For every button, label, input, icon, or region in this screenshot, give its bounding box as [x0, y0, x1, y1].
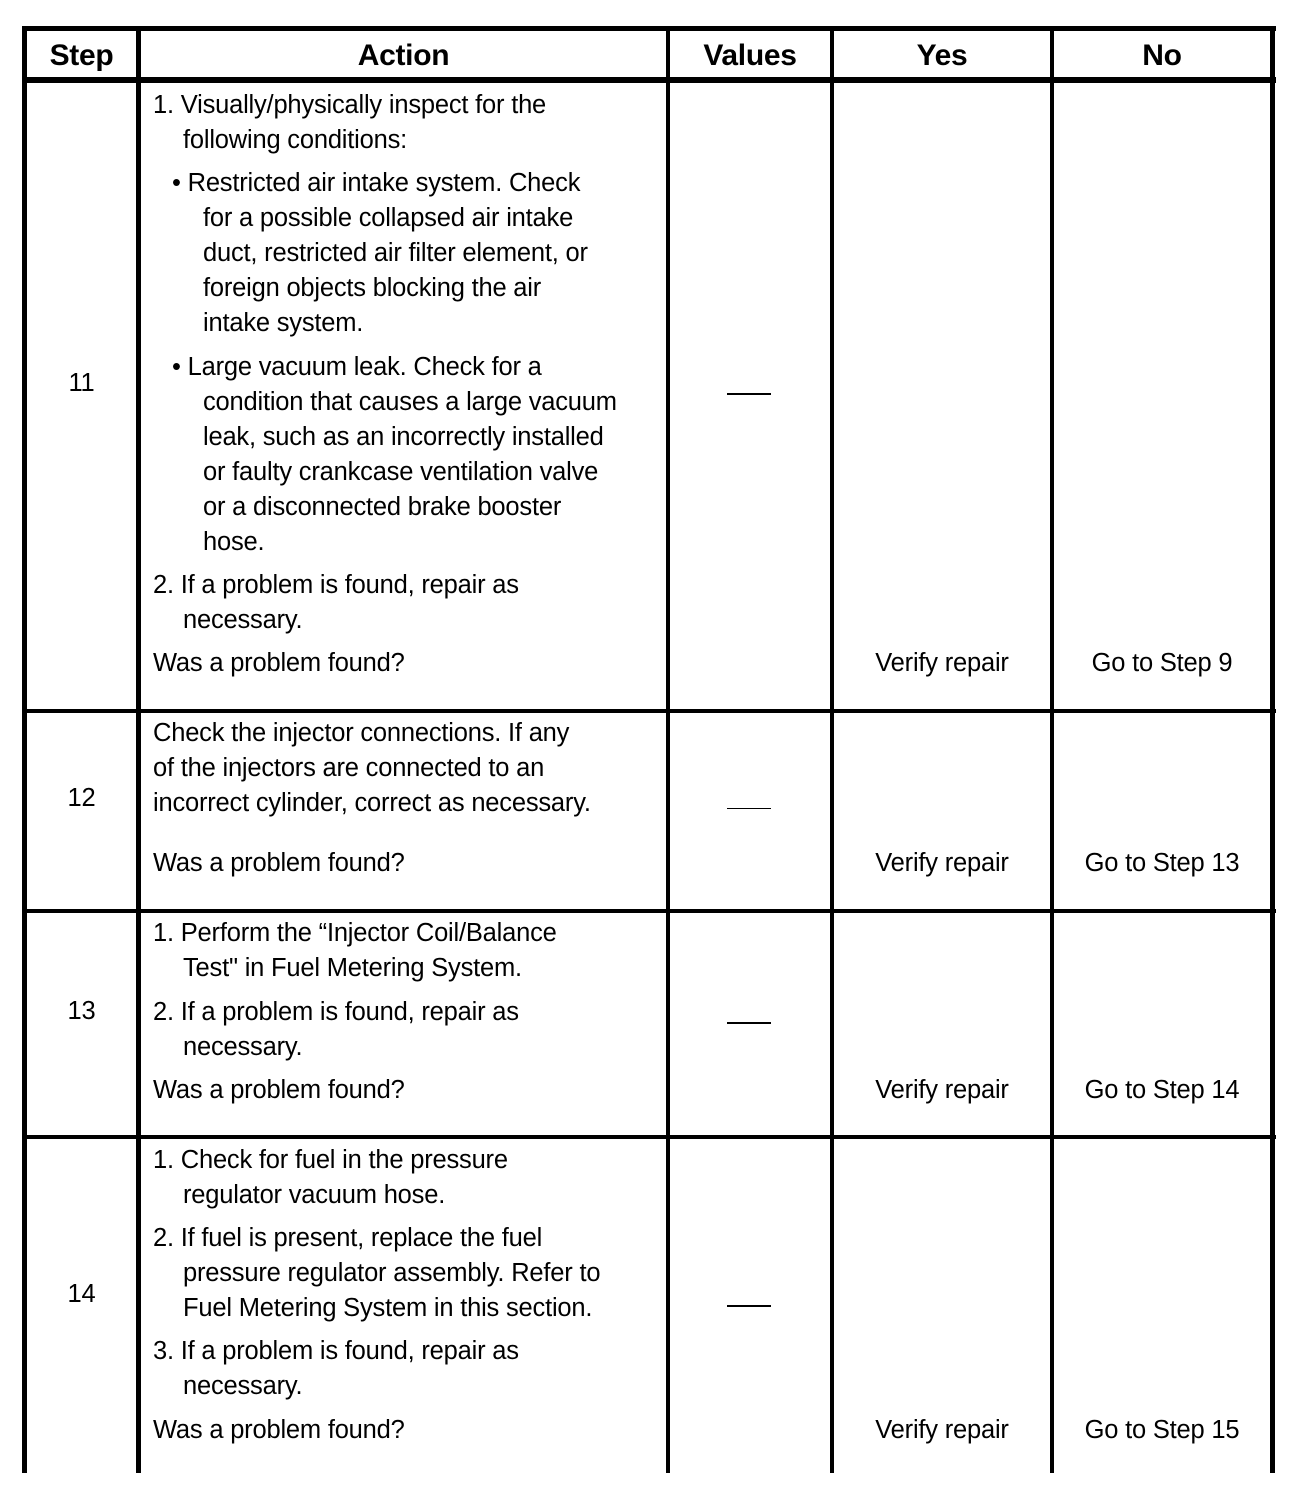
action-line: 2. If fuel is present, replace the fuel: [153, 1224, 543, 1252]
no-result: Go to Step 15: [1084, 1416, 1240, 1444]
action-line: or a disconnected brake booster: [203, 493, 562, 521]
action-line: or faulty crankcase ventilation valve: [203, 458, 599, 486]
action-line: hose.: [203, 528, 265, 556]
action-line: of the injectors are connected to an: [153, 754, 545, 782]
header-step: Step: [49, 39, 114, 72]
column-divider-action: [666, 26, 670, 1473]
action-line: Check the injector connections. If any: [153, 719, 570, 747]
action-line: necessary.: [183, 1033, 303, 1061]
column-divider-step: [136, 26, 141, 1473]
header-yes: Yes: [916, 39, 968, 72]
column-divider-values: [830, 26, 834, 1473]
action-line: condition that causes a large vacuum: [203, 388, 617, 416]
action-question: Was a problem found?: [153, 849, 405, 877]
yes-result: Verify repair: [875, 849, 1009, 877]
action-bullet: • Large vacuum leak. Check for a: [172, 353, 542, 381]
row-divider: [22, 1135, 1276, 1139]
header-action: Action: [357, 39, 450, 72]
action-line: 3. If a problem is found, repair as: [153, 1337, 519, 1365]
action-line: Test" in Fuel Metering System.: [183, 954, 522, 982]
action-line: 1. Perform the “Injector Coil/Balance: [153, 919, 557, 947]
value-dash-icon: [727, 1305, 771, 1307]
no-result: Go to Step 13: [1084, 849, 1240, 877]
action-line: duct, restricted air filter element, or: [203, 239, 588, 267]
action-line: 1. Check for fuel in the pressure: [153, 1146, 508, 1174]
header-values: Values: [703, 39, 797, 72]
action-line: regulator vacuum hose.: [183, 1181, 446, 1209]
value-dash-icon: [727, 1022, 771, 1024]
action-line: 1. Visually/physically inspect for the: [153, 91, 547, 119]
action-line: intake system.: [203, 309, 364, 337]
action-line: pressure regulator assembly. Refer to: [183, 1259, 601, 1287]
step-number: 14: [67, 1280, 96, 1308]
action-line: necessary.: [183, 1372, 303, 1400]
header-no: No: [1142, 39, 1182, 72]
yes-result: Verify repair: [875, 1416, 1009, 1444]
action-question: Was a problem found?: [153, 649, 405, 677]
row-divider: [22, 909, 1276, 913]
action-question: Was a problem found?: [153, 1076, 405, 1104]
action-line: Fuel Metering System in this section.: [183, 1294, 593, 1322]
yes-result: Verify repair: [875, 1076, 1009, 1104]
action-line: foreign objects blocking the air: [203, 274, 542, 302]
yes-result: Verify repair: [875, 649, 1009, 677]
no-result: Go to Step 9: [1091, 649, 1233, 677]
action-bullet: • Restricted air intake system. Check: [172, 169, 581, 197]
action-line: following conditions:: [183, 126, 408, 154]
action-line: leak, such as an incorrectly installed: [203, 423, 604, 451]
action-question: Was a problem found?: [153, 1416, 405, 1444]
value-dash-icon: [727, 808, 771, 809]
action-line: incorrect cylinder, correct as necessary.: [153, 789, 591, 817]
step-number: 13: [67, 997, 96, 1025]
table-right-border: [1270, 26, 1275, 1473]
value-dash-icon: [727, 393, 771, 395]
no-result: Go to Step 14: [1084, 1076, 1240, 1104]
column-divider-yes: [1050, 26, 1054, 1473]
action-line: necessary.: [183, 606, 303, 634]
action-line: 2. If a problem is found, repair as: [153, 571, 519, 599]
action-line: for a possible collapsed air intake: [203, 204, 574, 232]
row-divider: [22, 709, 1276, 713]
table-left-border: [22, 26, 27, 1473]
step-number: 11: [68, 369, 95, 397]
step-number: 12: [67, 784, 96, 812]
action-line: 2. If a problem is found, repair as: [153, 998, 519, 1026]
